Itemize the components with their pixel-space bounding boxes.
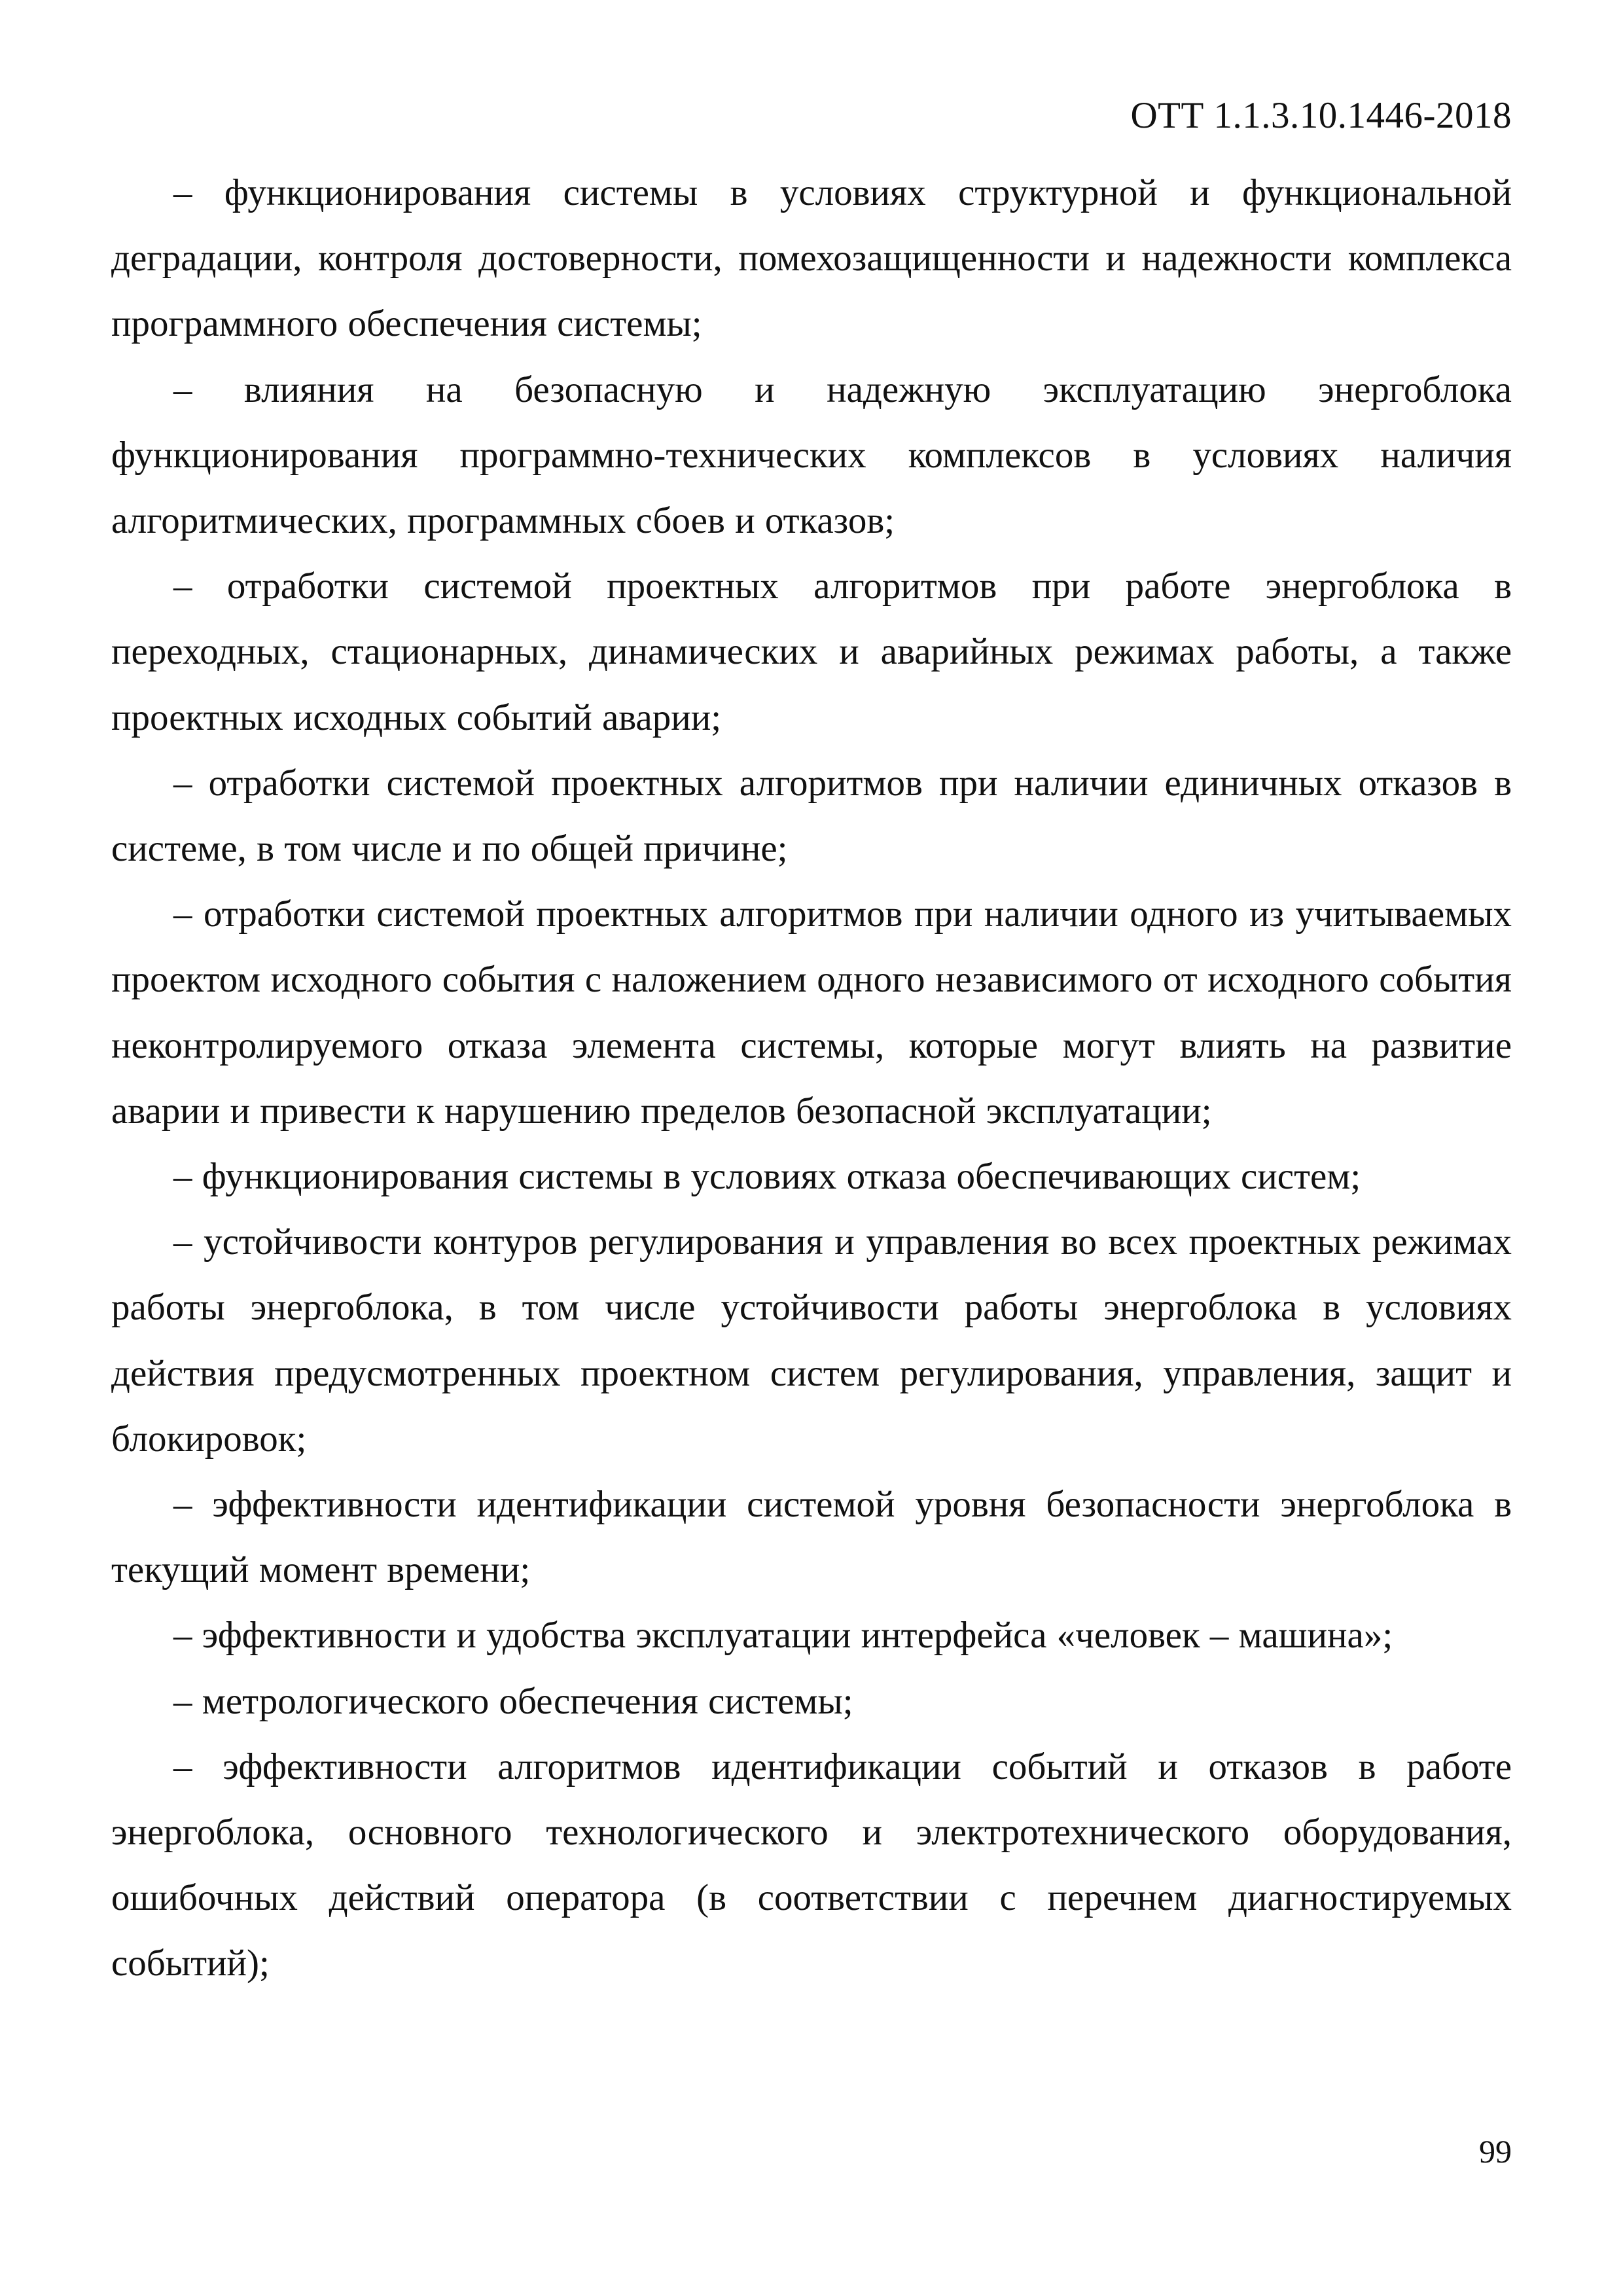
list-item: – отработки системой проектных алгоритмов при работе энергоблока в переходных, стационарных, динамических и аварийных режимах работы, а также проектных исходных событий аварии;: [111, 565, 1512, 738]
list-item: – влияния на безопасную и надежную эксплуатацию энергоблока функционирования программно-технических комплексов в условиях наличия алгоритмических, программных сбоев и отказов;: [111, 368, 1512, 542]
list-item: – отработки системой проектных алгоритмов при наличии одного из учитываемых проектом исходного события с наложением одного независимого от исходного события неконтролируемого отказа элемента системы, которые могут влиять на развитие аварии и привести к нарушению пределов безопасной эксплуатации;: [111, 893, 1512, 1132]
list-item: – метрологического обеспечения системы;: [173, 1680, 853, 1722]
list-item: – эффективности идентификации системой уровня безопасности энергоблока в текущий момент времени;: [111, 1484, 1512, 1591]
document-body: [111, 160, 1512, 1997]
list-item: – эффективности алгоритмов идентификации событий и отказов в работе энергоблока, основного технологического и электротехнического оборудования, ошибочных действий оператора (в соответствии с перечнем диагностируемых событий);: [111, 1746, 1512, 1984]
document-code: ОТТ 1.1.3.10.1446-2018: [1130, 95, 1512, 136]
list-item: – функционирования системы в условиях структурной и функциональной деградации, контроля достоверности, помехозащищенности и надежности комплекса программного обеспечения системы;: [111, 172, 1512, 345]
list-item: – функционирования системы в условиях отказа обеспечивающих систем;: [173, 1156, 1361, 1198]
page-number: 99: [1479, 2133, 1512, 2170]
list-item: – отработки системой проектных алгоритмов при наличии единичных отказов в системе, в том числе и по общей причине;: [111, 762, 1512, 870]
list-item: – устойчивости контуров регулирования и управления во всех проектных режимах работы энергоблока, в том числе устойчивости работы энергоблока в условиях действия предусмотренных проектном систем регулирования, управления, защит и блокировок;: [111, 1221, 1512, 1460]
list-item: – эффективности и удобства эксплуатации интерфейса «человек – машина»;: [173, 1615, 1393, 1657]
